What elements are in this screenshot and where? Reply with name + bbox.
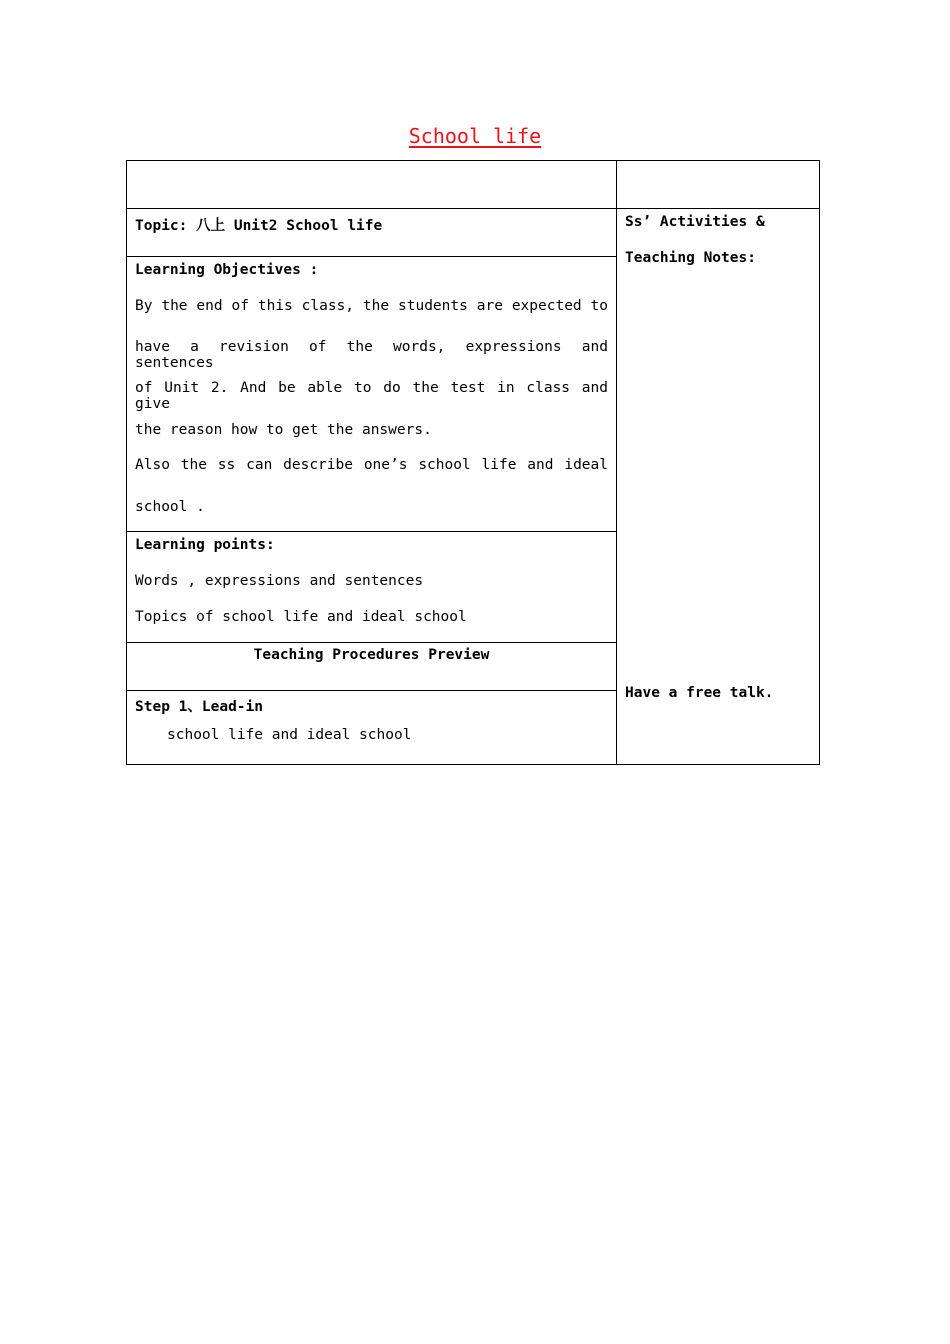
lesson-plan-table [126, 160, 820, 765]
points-line: Topics of school life and ideal school [135, 609, 467, 625]
notes-heading-line1: Ss’ Activities & [625, 214, 765, 230]
step1-heading: Step 1、Lead-in [135, 699, 263, 715]
objectives-heading: Learning Objectives : [135, 262, 319, 278]
row-divider-points [127, 642, 616, 643]
objectives-line: By the end of this class, the students are expected to [135, 298, 608, 314]
column-divider [616, 161, 617, 764]
row-divider-procedures [127, 690, 616, 691]
procedures-heading: Teaching Procedures Preview [253, 647, 490, 663]
topic-label: Topic: 八上 Unit2 School life [135, 218, 383, 234]
objectives-line: Also the ss can describe one’s school life and ideal [135, 457, 608, 473]
points-heading: Learning points: [135, 537, 275, 553]
objectives-line: the reason how to get the answers. [135, 422, 432, 438]
free-talk-note: Have a free talk. [625, 685, 774, 701]
points-line: Words , expressions and sentences [135, 573, 424, 589]
objectives-line: of Unit 2. And be able to do the test in class and give [135, 380, 608, 412]
document-title: School life [408, 124, 542, 148]
row-divider-header [127, 208, 819, 209]
notes-heading-line2: Teaching Notes: [625, 250, 756, 266]
objectives-line: school . [135, 499, 205, 515]
objectives-line: have a revision of the words, expressions and sentences [135, 339, 608, 371]
step1-text: school life and ideal school [167, 727, 412, 743]
row-divider-objectives [127, 531, 616, 532]
row-divider-topic [127, 256, 616, 257]
